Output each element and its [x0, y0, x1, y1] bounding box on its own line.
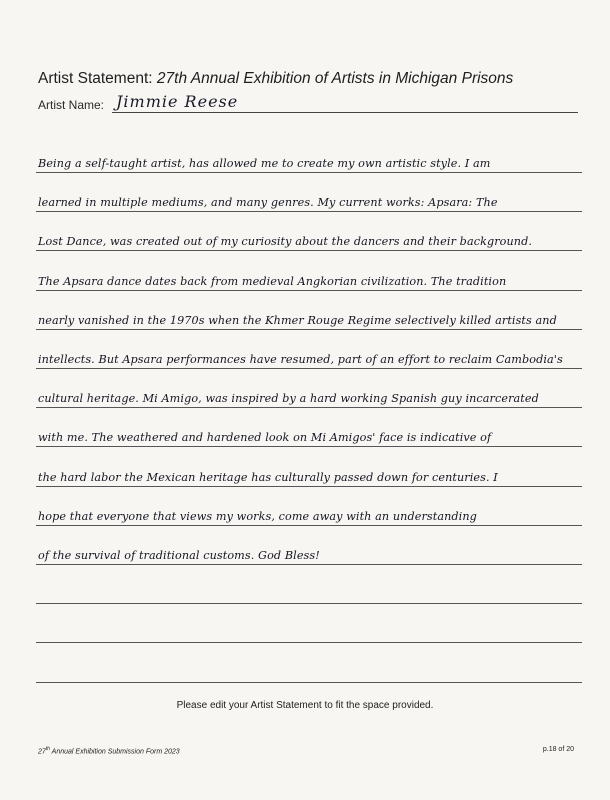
- statement-line: [36, 423, 582, 447]
- statement-text: with me. The weathered and hardened look on Mi Amigos' face is indicative of: [38, 431, 492, 445]
- ruled-line: [36, 172, 582, 173]
- ruled-line: [36, 250, 582, 251]
- statement-line: [36, 306, 582, 330]
- ruled-line: [36, 525, 582, 526]
- ruled-line: [36, 682, 582, 683]
- statement-text: learned in multiple mediums, and many genres. My current works: Apsara: The: [38, 196, 498, 210]
- footer-form-title: [38, 746, 180, 755]
- statement-line: [36, 267, 582, 291]
- ruled-line: [36, 368, 582, 369]
- footer-rest: Annual Exhibition Submission Form 2023: [49, 748, 180, 756]
- statement-line: [36, 619, 582, 643]
- statement-line: [36, 659, 582, 683]
- statement-text: Lost Dance, was created out of my curiosity about the dancers and their background.: [38, 235, 533, 249]
- statement-line: [36, 227, 582, 251]
- ruled-line: [36, 211, 582, 212]
- ruled-line: [36, 486, 582, 487]
- statement-text: intellects. But Apsara performances have resumed, part of an effort to reclaim Cambodia's: [38, 353, 563, 366]
- ruled-line: [36, 642, 582, 643]
- ruled-line: [36, 603, 582, 604]
- statement-text: The Apsara dance dates back from medieval Angkorian civilization. The tradition: [38, 274, 507, 288]
- statement-line: [36, 384, 582, 408]
- ruled-line: [36, 290, 582, 291]
- artist-name-value: Jimmie Reese: [116, 92, 239, 111]
- statement-text: of the survival of traditional customs. God Bless!: [38, 549, 320, 562]
- ruled-line: [36, 446, 582, 447]
- statement-text: Being a self-taught artist, has allowed me to create my own artistic style. I am: [38, 157, 491, 170]
- statement-line: [36, 580, 582, 604]
- ruled-line: [36, 407, 582, 408]
- statement-lines: [36, 0, 582, 800]
- instruction-text: Please edit your Artist Statement to fit the space provided.: [176, 700, 434, 711]
- artist-name-label: Artist Name:: [38, 98, 105, 112]
- title-main: Artist Statement:: [38, 70, 157, 87]
- footer-num: 27: [38, 748, 46, 756]
- ruled-line: [36, 329, 582, 330]
- statement-line: [36, 188, 582, 212]
- statement-line: [36, 502, 582, 526]
- statement-text: the hard labor the Mexican heritage has culturally passed down for centuries. I: [38, 470, 498, 484]
- ruled-line: [36, 564, 582, 565]
- statement-text: cultural heritage. Mi Amigo, was inspired by a hard working Spanish guy incarcerated: [38, 392, 539, 406]
- statement-text: hope that everyone that views my works, come away with an understanding: [38, 509, 477, 523]
- statement-line: [36, 149, 582, 173]
- statement-line: [36, 541, 582, 565]
- footer-page-number: p.18 of 20: [542, 746, 574, 753]
- statement-text: nearly vanished in the 1970s when the Khmer Rouge Regime selectively killed artists and: [38, 313, 557, 327]
- statement-line: [36, 345, 582, 369]
- title-italic: 27th Annual Exhibition of Artists in Michigan Prisons: [156, 70, 514, 87]
- statement-line: [36, 463, 582, 487]
- footer-sup: th: [45, 746, 50, 752]
